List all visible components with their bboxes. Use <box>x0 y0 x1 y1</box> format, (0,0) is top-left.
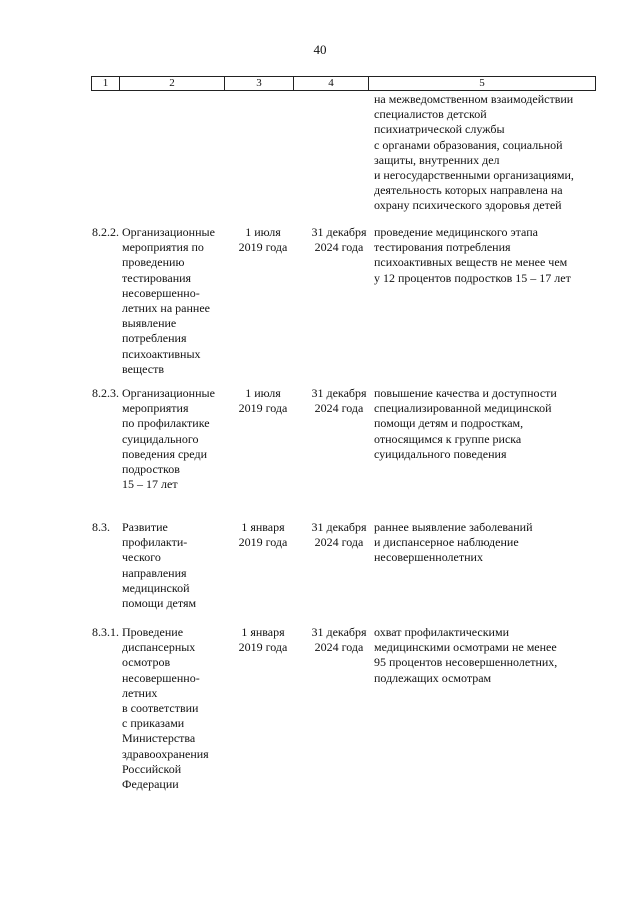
row-activity-name: Развитие профилакти- ческого направления медицинской помощи детям <box>122 520 197 611</box>
row-start-date: 1 января 2019 года <box>238 625 288 655</box>
row-expected-result: охват профилактическими медицинскими осмотрами не менее 95 процентов несовершеннолетних, подлежащих осмотрам <box>374 625 558 685</box>
column-number-3: 3 <box>225 77 294 90</box>
row-expected-result: повышение качества и доступности специализированной медицинской помощи детям и подросткам, относящимся к группе риска суицидального поведения <box>374 386 557 461</box>
row-activity-name: Организационные мероприятия по профилактике суицидального поведения среди подростков 15 – 17 лет <box>122 386 215 492</box>
row-start-date: 1 июля 2019 года <box>238 225 288 255</box>
row-number: 8.3. <box>92 520 110 534</box>
row-end-date: 31 декабря 2024 года <box>311 520 367 550</box>
row-end-date: 31 декабря 2024 года <box>311 225 367 255</box>
row-activity-name: Проведение диспансерных осмотров несовершенно- летних в соответствии с приказами Министерства здравоохранения Российской Федерации <box>122 625 209 792</box>
row-number: 8.2.2. <box>92 225 119 239</box>
row-expected-result: проведение медицинского этапа тестирования потребления психоактивных веществ не менее чем у 12 процентов подростков 15 – 17 лет <box>374 225 571 285</box>
page-number: 40 <box>313 42 327 57</box>
column-number-1: 1 <box>92 77 120 90</box>
row-number: 8.3.1. <box>92 625 119 639</box>
row-end-date: 31 декабря 2024 года <box>311 386 367 416</box>
row-start-date: 1 июля 2019 года <box>238 386 288 416</box>
column-number-2: 2 <box>120 77 225 90</box>
continuation-result-text: на межведомственном взаимодействии специалистов детской психиатрической службы с органами образования, социальной защиты, внутренних дел и негосударственными организациями, деятельность которых направлена на охрану психического здоровья детей <box>374 92 574 213</box>
row-expected-result: раннее выявление заболеваний и диспансерное наблюдение несовершеннолетних <box>374 520 533 565</box>
column-number-4: 4 <box>294 77 369 90</box>
row-start-date: 1 января 2019 года <box>238 520 288 550</box>
row-number: 8.2.3. <box>92 386 119 400</box>
row-end-date: 31 декабря 2024 года <box>311 625 367 655</box>
table-column-header <box>91 76 596 91</box>
column-number-5: 5 <box>479 77 485 89</box>
row-activity-name: Организационные мероприятия по проведению тестирования несовершенно- летних на раннее выявление потребления психоактивных веществ <box>122 225 215 376</box>
